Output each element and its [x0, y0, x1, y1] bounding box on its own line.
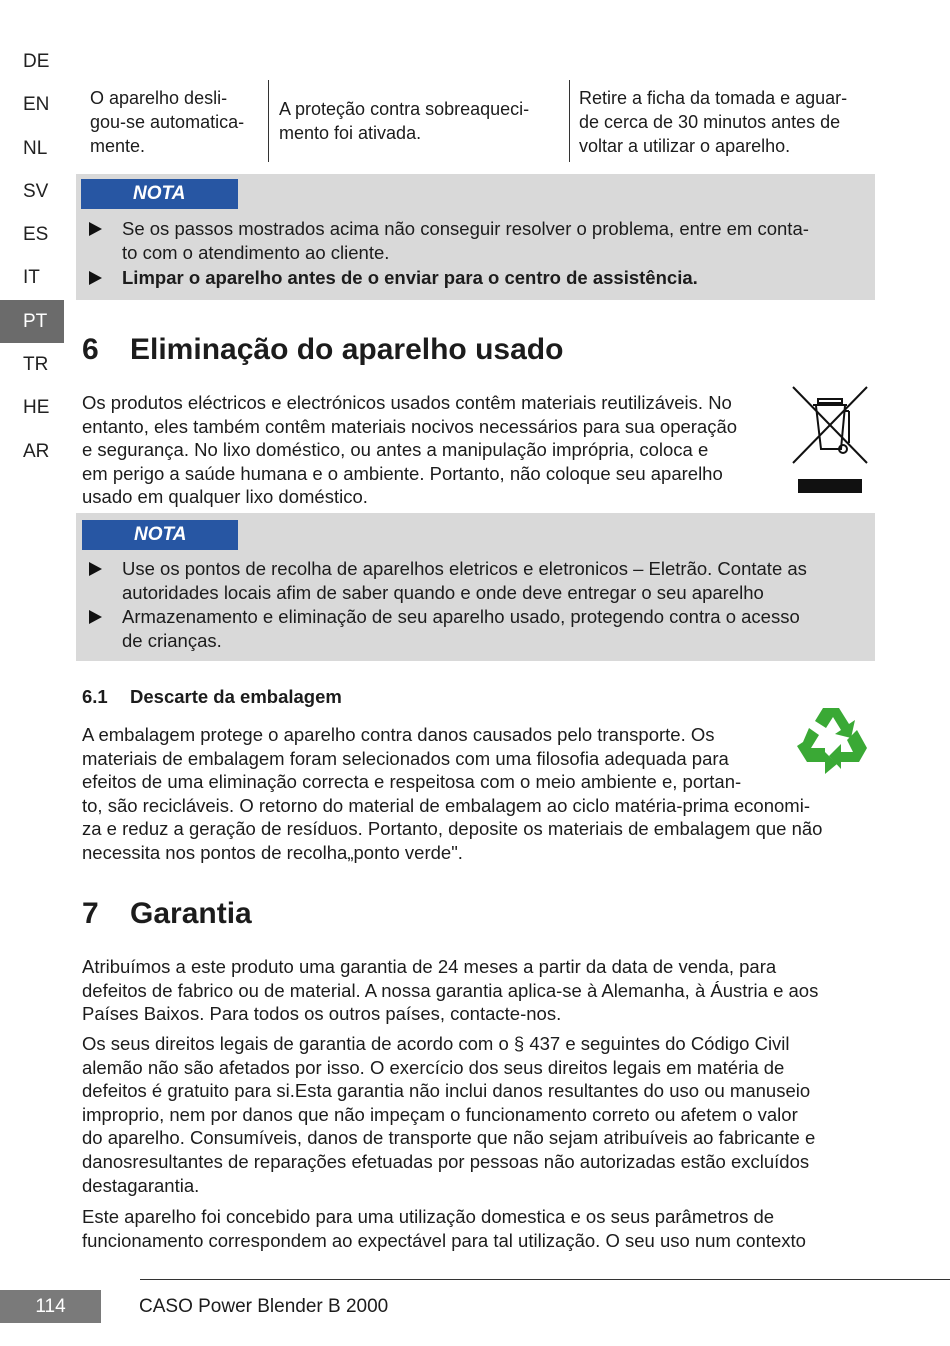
note-item-text: Armazenamento e eliminação de seu aparelho usado, protegendo contra o acesso de crianças. — [122, 606, 800, 651]
section-number: 7 — [82, 897, 99, 930]
language-nav — [0, 40, 64, 473]
note-tag: NOTA — [82, 520, 238, 550]
recycle-icon — [795, 704, 871, 776]
lang-item-es[interactable]: ES — [23, 224, 49, 246]
page-number: 114 — [0, 1290, 101, 1323]
note-item — [84, 605, 861, 653]
note-item — [84, 266, 861, 290]
lang-item-he[interactable]: HE — [23, 397, 50, 419]
section-7-paragraph: Os seus direitos legais de garantia de acordo com o § 437 e seguintes do Código Civil alemão não são afetados por isso. O exercício dos seus direitos legais em matéria de defeitos é gratuito para si.Esta garantia não inclui danos resultantes do uso ou manuseio improprio, nem por danos que não impeçam o funcionamento correto ou afetem o valor do aparelho. Consumíveis, danos de transporte que não sejam atribuíveis ao fabricante e danosresultantes de reparações efetuadas por pessoas não autorizadas estão excluídos destagarantia. — [82, 1033, 816, 1196]
bullet-arrow-icon — [89, 610, 102, 624]
section-heading-6 — [82, 333, 563, 367]
note-box-disposal — [76, 513, 875, 661]
lang-item-pt-active[interactable]: PT — [0, 300, 64, 343]
section-6-paragraph: Os produtos eléctricos e electrónicos usados contêm materiais reutilizáveis. No entanto, eles também contêm materiais nocivos necessários para sua operação e segurança. No lixo doméstico, ou antes a manipulação imprópria, coloca e em perigo a saúde humana e o ambiente. Portanto, não coloque seu aparelho usado em qualquer lixo doméstico. — [82, 392, 738, 508]
lang-item-sv[interactable]: SV — [23, 180, 49, 202]
section-title: Eliminação do aparelho usado — [130, 333, 564, 366]
lang-item-en[interactable]: EN — [23, 94, 50, 116]
section-heading-7 — [82, 897, 252, 931]
cause-text: A proteção contra sobreaqueci- mento foi ativada. — [279, 99, 530, 143]
bullet-arrow-icon — [89, 562, 102, 576]
note-item — [84, 557, 861, 605]
solution-cell: Retire a ficha da tomada e aguar- de cerca de 30 minutos antes de voltar a utilizar o aparelho. — [569, 80, 875, 162]
note-item — [84, 217, 861, 265]
note-box-troubleshooting — [76, 174, 875, 300]
lang-item-nl[interactable]: NL — [23, 137, 48, 159]
crossed-out-wheelie-bin-icon — [791, 385, 871, 497]
footer-product-name: CASO Power Blender B 2000 — [139, 1296, 389, 1317]
section-6-1-paragraph: A embalagem protege o aparelho contra danos causados pelo transporte. Os materiais de embalagem foram selecionados com uma filosofia adequada para efeitos de uma eliminação correcta e respeitosa com o meio ambiente e, portan- to, são recicláveis. O retorno do material de embalagem ao ciclo matéria-prima economi- za e reduz a geração de resíduos. Portanto, deposite os materiais de embalagem que não necessita nos pontos de recolha„ponto verde". — [82, 724, 823, 863]
section-number: 6 — [82, 333, 99, 366]
section-7-paragraph: Este aparelho foi concebido para uma utilização domestica e os seus parâmetros de funcionamento correspondem ao expectável para tal utilização. O seu uso num contexto — [82, 1206, 806, 1251]
lang-item-it[interactable]: IT — [23, 267, 40, 289]
section-number: 6.1 — [82, 686, 108, 707]
cause-cell — [268, 80, 568, 162]
bullet-arrow-icon — [89, 222, 102, 236]
note-item-text: Se os passos mostrados acima não conseguir resolver o problema, entre em conta- to com o atendimento ao cliente. — [122, 218, 809, 263]
problem-cell: O aparelho desli- gou-se automatica- mente. — [90, 88, 245, 156]
note-list — [84, 217, 861, 290]
lang-item-de[interactable]: DE — [23, 51, 50, 72]
troubleshooting-table-row — [80, 80, 875, 162]
note-item-text: Limpar o aparelho antes de o enviar para o centro de assistência. — [122, 267, 698, 288]
note-item-text: Use os pontos de recolha de aparelhos eletricos e eletronicos – Eletrão. Contate as autoridades locais afim de saber quando e onde deve entregar o seu aparelho — [122, 558, 807, 603]
bullet-arrow-icon — [89, 271, 102, 285]
lang-item-ar[interactable]: AR — [23, 440, 50, 462]
section-title: Descarte da embalagem — [130, 686, 342, 707]
section-heading-6-1 — [82, 686, 342, 708]
section-title: Garantia — [130, 897, 252, 930]
note-tag: NOTA — [81, 179, 238, 209]
lang-item-tr[interactable]: TR — [23, 354, 49, 376]
section-7-paragraph: Atribuímos a este produto uma garantia de 24 meses a partir da data de venda, para defeitos de fabrico ou de material. A nossa garantia aplica-se à Alemanha, à Áustria e aos Países Baixos. Para todos os outros países, contacte-nos. — [82, 956, 819, 1025]
note-list — [84, 557, 861, 653]
footer-divider — [140, 1279, 950, 1280]
